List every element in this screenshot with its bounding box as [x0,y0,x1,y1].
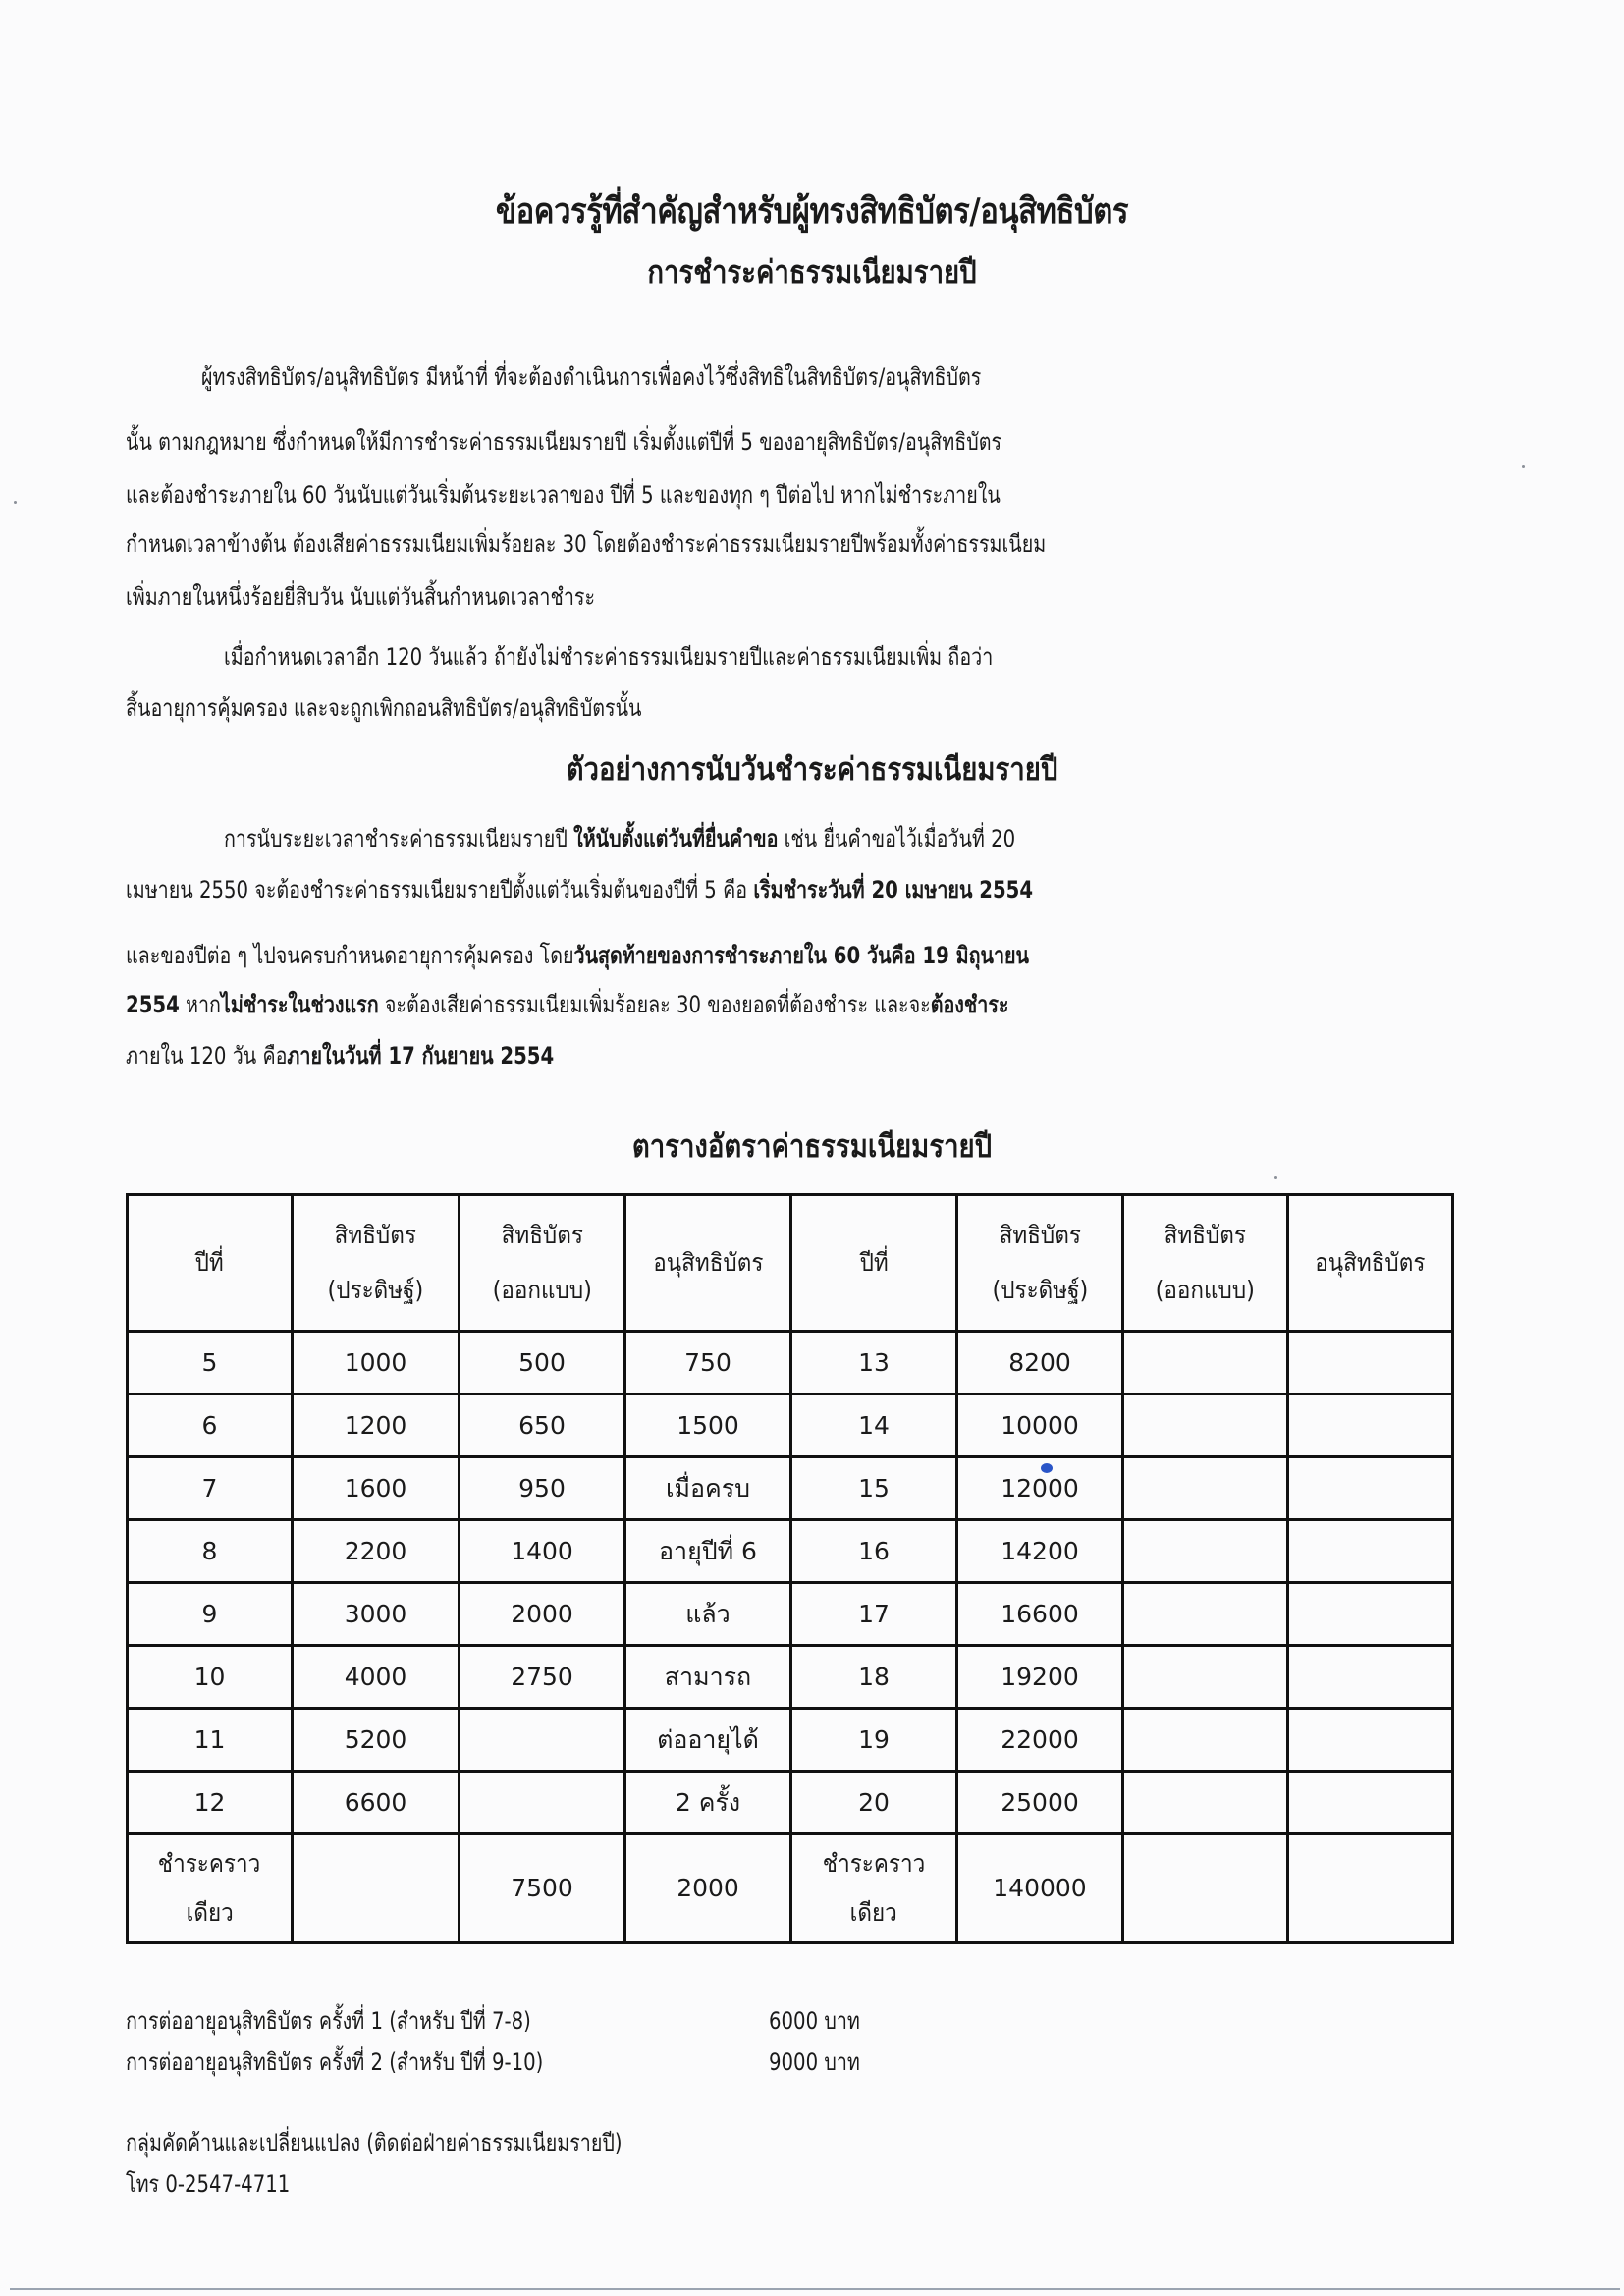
cell-invention-2: 12000 [957,1457,1123,1520]
cell-invention: 5200 [293,1709,460,1772]
intro-p1-line1: ผู้ทรงสิทธิบัตร/อนุสิทธิบัตร มีหน้าที่ ที่จะต้องดำเนินการเพื่อคงไว้ซึ่งสิทธิในสิทธิบัตร/อนุสิทธิบัตร [201,363,982,391]
contact-phone: โทร 0-2547-4711 [126,2170,291,2198]
cell-lump-invention-2: 140000 [957,1834,1123,1943]
cell-year: 12 [128,1772,293,1834]
cell-invention: 4000 [293,1646,460,1709]
cell-petty-2 [1288,1332,1453,1394]
cell-design-2 [1123,1772,1288,1834]
cell-design: 1400 [460,1520,625,1583]
cell-year-2: 18 [791,1646,957,1709]
table-row [128,1583,1453,1646]
example-text: ภายใน 120 วัน คือ [126,1042,288,1069]
header-label: สิทธิบัตร [501,1221,583,1249]
lump-sum-row [128,1834,1453,1943]
header-invention-patent [293,1195,460,1332]
cell-petty: เมื่อครบ [625,1457,791,1520]
cell-lump-sum-label-2 [791,1834,957,1943]
cell-petty: 750 [625,1332,791,1394]
header-petty-patent-2 [1288,1195,1453,1332]
intro-p1-line4: กำหนดเวลาข้างต้น ต้องเสียค่าธรรมเนียมเพิ่มร้อยละ 30 โดยต้องชำระค่าธรรมเนียมรายปีพร้อมทั้งค่าธรรมเนียม [126,530,1047,558]
contact-department: กลุ่มคัดค้านและเปลี่ยนแปลง (ติดต่อฝ่ายค่าธรรมเนียมรายปี) [126,2129,623,2157]
intro-p1-line3: และต้องชำระภายใน 60 วันนับแต่วันเริ่มต้นระยะเวลาของ ปีที่ 5 และของทุก ๆ ปีต่อไป หากไม่ชำระภายใน [126,481,1001,509]
cell-lump-invention [293,1834,460,1943]
cell-petty-2 [1288,1583,1453,1646]
cell-lump-design-2 [1123,1834,1288,1943]
example-bold-text: 2554 [126,991,180,1018]
cell-lump-petty-2 [1288,1834,1453,1943]
cell-invention: 3000 [293,1583,460,1646]
example-text: จะต้องเสียค่าธรรมเนียมเพิ่มร้อยละ 30 ของยอดที่ต้องชำระ และจะ [378,991,931,1018]
example-title: ตัวอย่างการนับวันชำระค่าธรรมเนียมรายปี [566,750,1058,788]
lump-sum-label-line2: เดียว [849,1898,898,1927]
document-subtitle: การชำระค่าธรรมเนียมรายปี [647,253,977,291]
intro-p2-line2: สิ้นอายุการคุ้มครอง และจะถูกเพิกถอนสิทธิบัตร/อนุสิทธิบัตรนั้น [126,694,642,722]
cell-petty: 2 ครั้ง [625,1772,791,1834]
example-line4 [126,987,1008,1022]
example-text: เมษายน 2550 จะต้องชำระค่าธรรมเนียมรายปีตั้งแต่วันเริ่มต้นของปีที่ 5 คือ [126,876,754,903]
cell-year-2: 20 [791,1772,957,1834]
header-sublabel: (ออกแบบ) [1155,1276,1256,1304]
ink-spot [1041,1463,1053,1473]
cell-lump-design: 7500 [460,1834,625,1943]
example-bold-text: เริ่มชำระวันที่ 20 เมษายน 2554 [753,876,1034,903]
example-text: หาก [179,991,221,1018]
cell-year-2: 14 [791,1394,957,1457]
example-line2 [126,872,1033,907]
renewal-2-amount: 9000 บาท [769,2049,860,2076]
cell-design-2 [1123,1646,1288,1709]
table-row [128,1332,1453,1394]
cell-design-2 [1123,1332,1288,1394]
intro-p1-line5: เพิ่มภายในหนึ่งร้อยยี่สิบวัน นับแต่วันสิ้นกำหนดเวลาชำระ [126,583,596,611]
table-row [128,1520,1453,1583]
cell-design-2 [1123,1709,1288,1772]
header-label: อนุสิทธิบัตร [652,1248,764,1277]
header-label: สิทธิบัตร [1164,1221,1247,1249]
scan-speck [14,501,17,504]
renewal-1-label: การต่ออายุอนุสิทธิบัตร ครั้งที่ 1 (สำหรับ ปีที่ 7-8) [126,2007,531,2035]
cell-petty: ต่ออายุได้ [625,1709,791,1772]
cell-petty-2 [1288,1709,1453,1772]
scan-speck [1522,465,1525,468]
cell-design [460,1709,625,1772]
cell-petty-2 [1288,1520,1453,1583]
example-line3 [126,938,1029,973]
example-text: และของปีต่อ ๆ ไปจนครบกำหนดอายุการคุ้มครอง โดย [126,942,574,969]
example-bold-text: ภายในวันที่ 17 กันยายน 2554 [287,1042,555,1069]
cell-year: 6 [128,1394,293,1457]
cell-year: 7 [128,1457,293,1520]
cell-invention-2: 16600 [957,1583,1123,1646]
table-row [128,1457,1453,1520]
cell-design: 650 [460,1394,625,1457]
scan-speck [1274,1176,1277,1179]
cell-design-2 [1123,1394,1288,1457]
cell-design: 500 [460,1332,625,1394]
cell-year-2: 13 [791,1332,957,1394]
cell-year: 5 [128,1332,293,1394]
cell-petty: 1500 [625,1394,791,1457]
table-row [128,1772,1453,1834]
example-bold-text: ไม่ชำระในช่วงแรก [220,991,379,1018]
header-label: ปีที่ [194,1248,225,1277]
example-bold-text: ต้องชำระ [930,991,1009,1018]
cell-invention-2: 8200 [957,1332,1123,1394]
cell-year-2: 19 [791,1709,957,1772]
cell-invention: 1000 [293,1332,460,1394]
fee-table [126,1193,1454,1944]
header-design-patent [460,1195,625,1332]
cell-year-2: 16 [791,1520,957,1583]
header-label: สิทธิบัตร [334,1221,417,1249]
cell-petty-2 [1288,1772,1453,1834]
header-invention-patent-2 [957,1195,1123,1332]
example-line5 [126,1038,554,1073]
table-row [128,1394,1453,1457]
cell-invention: 1600 [293,1457,460,1520]
cell-design: 2750 [460,1646,625,1709]
renewal-1-amount: 6000 บาท [769,2007,860,2035]
cell-petty-2 [1288,1646,1453,1709]
lump-sum-label-line1: ชำระคราว [822,1849,926,1878]
cell-petty: แล้ว [625,1583,791,1646]
example-line1 [224,821,1015,856]
fee-table-title: ตารางอัตราค่าธรรมเนียมรายปี [631,1127,993,1165]
header-label: ปีที่ [859,1248,889,1277]
example-text: เช่น ยื่นคำขอไว้เมื่อวันที่ 20 [778,825,1016,852]
header-label: อนุสิทธิบัตร [1315,1248,1426,1277]
header-year [128,1195,293,1332]
header-sublabel: (ประดิษฐ์) [327,1276,424,1304]
cell-design: 2000 [460,1583,625,1646]
lump-sum-label-line2: เดียว [186,1898,234,1927]
cell-year: 10 [128,1646,293,1709]
example-text: การนับระยะเวลาชำระค่าธรรมเนียมรายปี [224,825,574,852]
header-petty-patent [625,1195,791,1332]
cell-petty-2 [1288,1394,1453,1457]
table-row [128,1646,1453,1709]
cell-year: 9 [128,1583,293,1646]
cell-petty-2 [1288,1457,1453,1520]
header-sublabel: (ประดิษฐ์) [992,1276,1088,1304]
document-title: ข้อควรรู้ที่สำคัญสำหรับผู้ทรงสิทธิบัตร/อนุสิทธิบัตร [495,191,1129,232]
header-label: สิทธิบัตร [999,1221,1081,1249]
table-header-row [128,1195,1453,1332]
cell-year: 11 [128,1709,293,1772]
cell-year-2: 17 [791,1583,957,1646]
cell-invention-2: 10000 [957,1394,1123,1457]
cell-invention-2: 19200 [957,1646,1123,1709]
intro-p2-line1: เมื่อกำหนดเวลาอีก 120 วันแล้ว ถ้ายังไม่ชำระค่าธรรมเนียมรายปีและค่าธรรมเนียมเพิ่ม ถือว่า [224,643,994,671]
header-design-patent-2 [1123,1195,1288,1332]
cell-invention-2: 25000 [957,1772,1123,1834]
cell-design-2 [1123,1583,1288,1646]
intro-p1-line2: นั้น ตามกฎหมาย ซึ่งกำหนดให้มีการชำระค่าธรรมเนียมรายปี เริ่มตั้งแต่ปีที่ 5 ของอายุสิทธิบัตร/อนุสิทธิบัตร [126,428,1002,456]
cell-invention-2: 22000 [957,1709,1123,1772]
lump-sum-label-line1: ชำระคราว [158,1849,261,1878]
cell-design-2 [1123,1457,1288,1520]
header-year-2 [791,1195,957,1332]
cell-design [460,1772,625,1834]
cell-invention: 1200 [293,1394,460,1457]
cell-invention: 2200 [293,1520,460,1583]
cell-lump-sum-label [128,1834,293,1943]
header-sublabel: (ออกแบบ) [492,1276,592,1304]
cell-lump-petty: 2000 [625,1834,791,1943]
cell-year: 8 [128,1520,293,1583]
renewal-2-label: การต่ออายุอนุสิทธิบัตร ครั้งที่ 2 (สำหรับ ปีที่ 9-10) [126,2049,544,2076]
cell-invention: 6600 [293,1772,460,1834]
cell-design-2 [1123,1520,1288,1583]
cell-petty: สามารถ [625,1646,791,1709]
page-edge-line [10,2288,1620,2290]
cell-design: 950 [460,1457,625,1520]
table-row [128,1709,1453,1772]
example-bold-text: วันสุดท้ายของการชำระภายใน 60 วันคือ 19 มิถุนายน [573,942,1030,969]
example-bold-text: ให้นับตั้งแต่วันที่ยื่นคำขอ [573,825,779,852]
cell-invention-2: 14200 [957,1520,1123,1583]
cell-petty: อายุปีที่ 6 [625,1520,791,1583]
cell-year-2: 15 [791,1457,957,1520]
